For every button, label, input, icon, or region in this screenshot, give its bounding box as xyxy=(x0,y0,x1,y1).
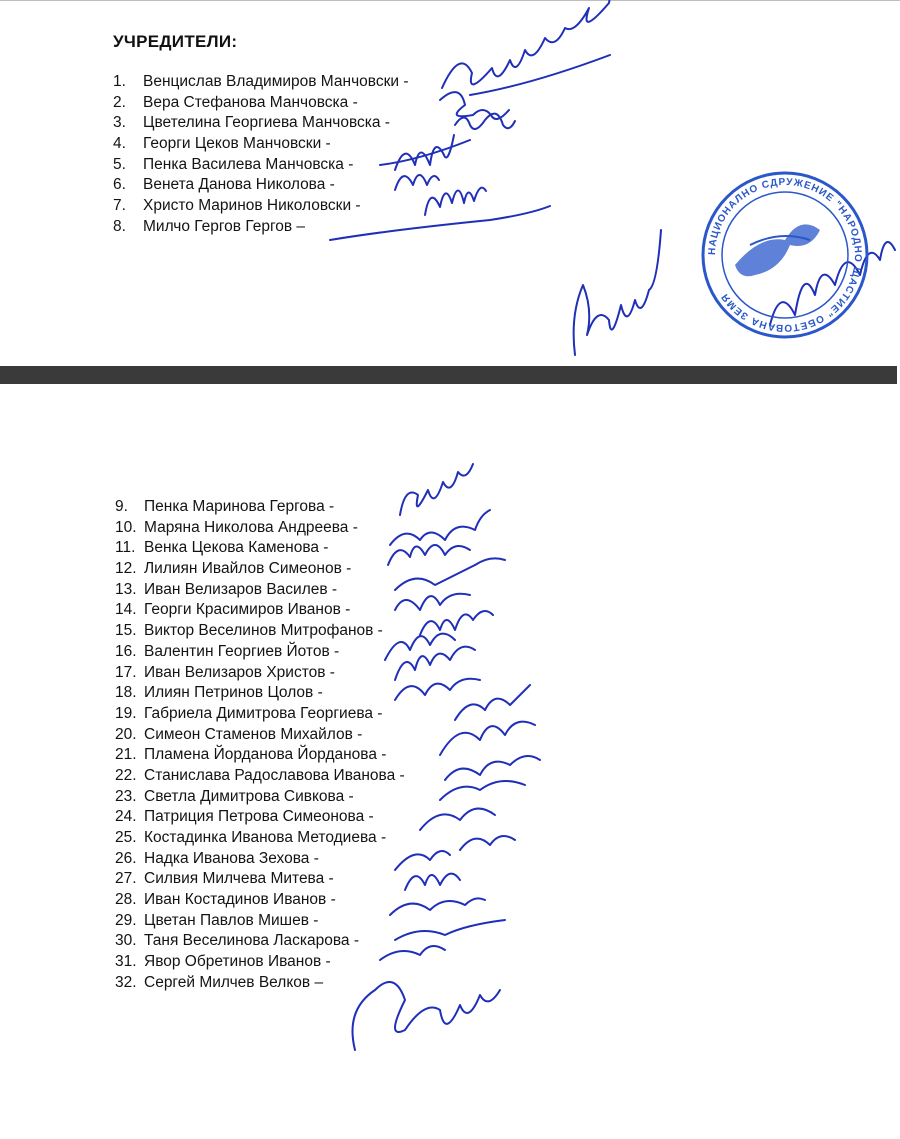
founder-number: 27. xyxy=(115,870,137,888)
founder-number: 18. xyxy=(115,684,137,702)
founder-name: Таня Веселинова Ласкарова - xyxy=(144,932,360,950)
founder-list-item xyxy=(115,497,405,518)
founder-list-item xyxy=(115,828,405,849)
founder-list-item xyxy=(113,196,409,217)
founder-name: Пенка Василева Манчовска - xyxy=(143,155,354,173)
founder-list-item xyxy=(113,72,409,93)
founder-number: 14. xyxy=(115,601,137,619)
founder-list-item xyxy=(113,134,409,155)
founder-number: 7. xyxy=(113,197,126,215)
founder-name: Сергей Милчев Велков – xyxy=(144,973,324,991)
founder-list-item xyxy=(115,807,405,828)
founder-list-item xyxy=(115,952,405,973)
founder-name: Костадинка Иванова Методиева - xyxy=(144,829,387,846)
founder-name: Христо Маринов Николовски - xyxy=(143,197,361,215)
founder-number: 10. xyxy=(115,518,137,536)
founder-name: Иван Костадинов Иванов - xyxy=(144,891,336,909)
founder-list-item xyxy=(115,518,405,539)
founder-list-item xyxy=(115,890,405,911)
founder-name: Станислава Радославова Иванова - xyxy=(144,766,405,784)
founder-number: 20. xyxy=(115,725,137,743)
founder-number: 8. xyxy=(113,217,126,235)
founder-name: Силвия Милчева Митева - xyxy=(144,870,334,888)
founder-name: Габриела Димитрова Георгиева - xyxy=(144,704,383,722)
founder-name: Маряна Николова Андреева - xyxy=(144,518,358,536)
founder-name: Венета Данова Николова - xyxy=(143,176,335,194)
founder-list-item xyxy=(115,704,405,725)
founder-list-item xyxy=(115,580,405,601)
founder-number: 21. xyxy=(115,746,137,764)
founder-list-item xyxy=(115,683,405,704)
seal-inscription: НАЦИОНАЛНО СДРУЖЕНИЕ "НАРОДНО ЩАСТИЕ" ОБЕТОВАНА ЗЕМЯ xyxy=(706,176,864,334)
founder-number: 3. xyxy=(113,114,126,132)
founder-name: Лилиян Ивайлов Симеонов - xyxy=(144,560,352,578)
founder-name: Виктор Веселинов Митрофанов - xyxy=(144,622,383,640)
founder-number: 2. xyxy=(113,93,126,111)
founder-name: Валентин Георгиев Йотов - xyxy=(144,642,340,660)
founder-number: 15. xyxy=(115,622,137,640)
founder-number: 17. xyxy=(115,663,137,681)
founder-list-item xyxy=(115,621,405,642)
founder-number: 4. xyxy=(113,135,126,153)
founders-heading: УЧРЕДИТЕЛИ: xyxy=(113,32,238,51)
founder-name: Илиян Петринов Цолов - xyxy=(144,684,323,702)
founder-name: Венка Цекова Каменова - xyxy=(144,539,329,557)
founder-list-item xyxy=(115,787,405,808)
page-divider-bar xyxy=(0,366,897,384)
founder-list-item xyxy=(115,725,405,746)
founder-name: Светла Димитрова Сивкова - xyxy=(144,787,354,805)
founder-number: 30. xyxy=(115,932,137,950)
founder-list-item xyxy=(115,849,405,870)
founder-list-item xyxy=(115,663,405,684)
founder-list-item xyxy=(115,559,405,580)
founder-list-item xyxy=(115,600,405,621)
founder-number: 24. xyxy=(115,808,137,826)
founder-name: Иван Велизаров Василев - xyxy=(144,580,338,598)
founder-number: 5. xyxy=(113,155,126,173)
founder-name: Вера Стефанова Манчовска - xyxy=(143,93,358,111)
founder-name: Симеон Стаменов Михайлов - xyxy=(144,725,363,743)
founder-name: Пенка Маринова Гергова - xyxy=(144,498,335,515)
founder-name: Иван Велизаров Христов - xyxy=(144,663,335,681)
founder-name: Георги Красимиров Иванов - xyxy=(144,601,351,619)
founder-name: Милчо Гергов Гергов – xyxy=(143,217,306,235)
founder-number: 29. xyxy=(115,911,137,929)
founder-number: 1. xyxy=(113,73,126,90)
founder-number: 13. xyxy=(115,580,137,598)
founder-list-item xyxy=(115,911,405,932)
founder-number: 19. xyxy=(115,704,137,722)
founder-number: 23. xyxy=(115,787,137,805)
page-top-rule xyxy=(0,0,900,1)
founder-number: 9. xyxy=(115,498,128,515)
founder-list-item xyxy=(113,155,409,176)
founder-list-item xyxy=(113,93,409,114)
document-page-top xyxy=(0,0,900,366)
founder-list-item xyxy=(115,931,405,952)
founder-number: 16. xyxy=(115,642,137,660)
founder-list-item xyxy=(113,113,409,134)
founder-list-item xyxy=(115,642,405,663)
founder-number: 31. xyxy=(115,953,137,971)
founder-list-item xyxy=(115,869,405,890)
founder-number: 12. xyxy=(115,560,137,578)
founder-number: 11. xyxy=(115,539,136,557)
founders-list-page2 xyxy=(115,497,405,994)
founder-name: Цветелина Георгиева Манчовска - xyxy=(143,114,390,132)
founder-number: 26. xyxy=(115,849,137,867)
founder-list-item xyxy=(115,973,405,994)
founder-name: Цветан Павлов Мишев - xyxy=(144,911,319,929)
founder-number: 22. xyxy=(115,766,137,784)
founder-list-item xyxy=(115,538,405,559)
founder-name: Георги Цеков Манчовски - xyxy=(143,135,331,153)
founder-number: 28. xyxy=(115,891,137,909)
founder-number: 25. xyxy=(115,829,137,846)
founder-list-item xyxy=(115,766,405,787)
founder-name: Пламена Йорданова Йорданова - xyxy=(144,746,387,764)
founder-list-item xyxy=(113,175,409,196)
founder-list-item xyxy=(113,217,409,238)
founder-name: Надка Иванова Зехова - xyxy=(144,849,319,867)
founder-number: 6. xyxy=(113,176,126,194)
founder-name: Патриция Петрова Симеонова - xyxy=(144,808,374,826)
founder-list-item xyxy=(115,745,405,766)
founder-name: Явор Обретинов Иванов - xyxy=(144,953,331,971)
founder-name: Венцислав Владимиров Манчовски - xyxy=(143,73,409,90)
founder-number: 32. xyxy=(115,973,137,991)
founders-list-page1 xyxy=(113,72,409,238)
